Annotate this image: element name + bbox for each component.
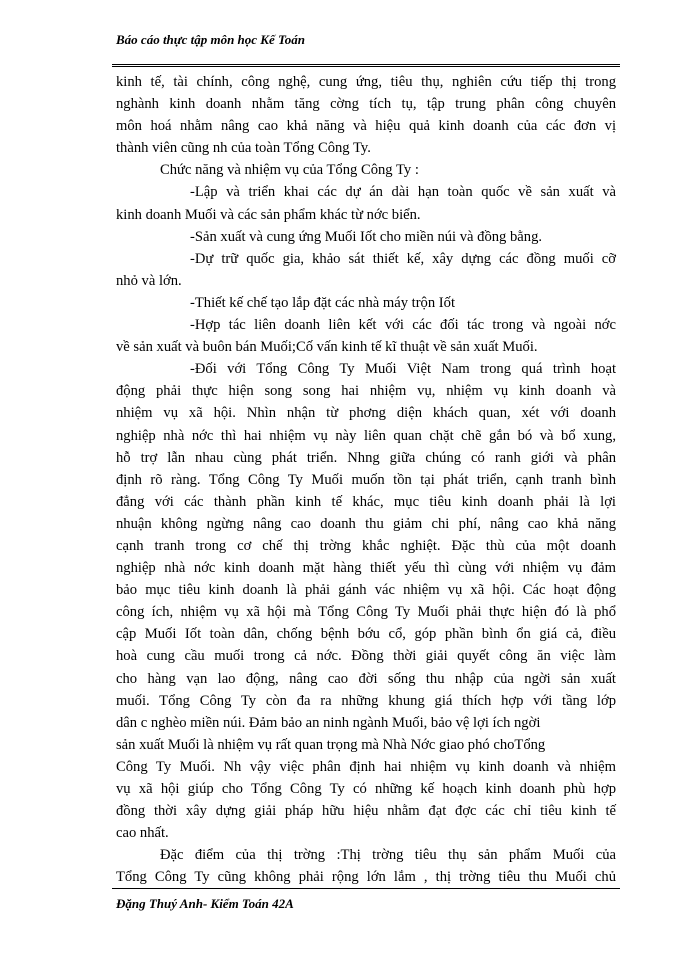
text-line: kinh doanh Muối và các sản phẩm khác từ nớc biển. bbox=[116, 206, 421, 223]
text-line: cạnh tranh trong cơ chế thị trờng khắc nghiệt. Đặc thù của một doanh bbox=[116, 537, 616, 554]
text-line: định rõ ràng. Tổng Công Ty Muối muốn tồn tại phát triển, cạnh tranh bình bbox=[116, 471, 616, 488]
text-line: vụ xã hội giúp cho Tổng Công Ty có những kế hoạch kinh doanh phù hợp bbox=[116, 781, 616, 797]
text-line: nghành kinh doanh nhằm tăng cờng tích tụ, tập trung phân công chuyên bbox=[116, 96, 616, 113]
text-line: Công Ty Muối. Nh vậy việc phân định hai nhiệm vụ kinh doanh và nhiệm bbox=[116, 758, 616, 775]
text-line: cập Muối Iốt toàn dân, chống bệnh bớu cổ, góp phần bình ổn giá cả, điều bbox=[116, 626, 616, 643]
text-line: thành viên cũng nh của toàn Tổng Công Ty. bbox=[116, 140, 371, 157]
text-line: -Thiết kế chế tạo lắp đặt các nhà máy trộn Iốt bbox=[190, 294, 456, 311]
text-line: về sản xuất và buôn bán Muối;Cố vấn kinh tế kĩ thuật về sản xuất Muối. bbox=[116, 339, 538, 356]
text-line: nhuận không ngừng nâng cao doanh thu giảm chi phí, nâng cao khả năng bbox=[116, 515, 616, 532]
text-line: cao nhất. bbox=[116, 825, 169, 842]
text-line: -Sản xuất và cung ứng Muối Iốt cho miền núi và đồng bằng. bbox=[190, 228, 543, 245]
text-line: môn hoá nhằm nâng cao khả năng và hiệu quả kinh doanh của các đơn vị bbox=[116, 118, 616, 135]
text-line: đẳng với các thành phần kinh tế khác, mục tiêu kinh doanh phải là lợi bbox=[116, 493, 616, 510]
footer-rule bbox=[112, 888, 620, 889]
text-line: Tổng Công Ty cũng không phải rộng lớn lắm , thị trờng tiêu thu Muối chủ bbox=[116, 869, 616, 886]
text-line: hỗ trợ lẫn nhau cùng phát triển. Nhng giữa chúng có ranh giới và phân bbox=[116, 449, 616, 466]
text-line: -Đối với Tổng Công Ty Muối Việt Nam trong quá trình hoạt bbox=[190, 361, 616, 378]
text-line: dân c nghèo miền núi. Đảm bảo an ninh ngành Muối, bảo vệ lợi ích ngời bbox=[116, 714, 541, 731]
text-line: nghiệp nhà nớc kinh doanh mặt hàng thiết yếu thì cùng với nhiệm vụ đảm bbox=[116, 560, 616, 577]
text-line: bảo mục tiêu kinh doanh là phải gánh vác nhiệm vụ xã hội. Các hoạt động bbox=[116, 582, 616, 599]
text-line: sản xuất Muối là nhiệm vụ rất quan trọng mà Nhà Nớc giao phó choTổng bbox=[116, 736, 546, 753]
text-line: -Dự trữ quốc gia, khảo sát thiết kế, xây dựng các đồng muối cỡ bbox=[190, 250, 616, 267]
document-body bbox=[116, 71, 616, 888]
text-line: hoà cung cầu muối trong cả nớc. Đồng thời giải quyết công ăn việc làm bbox=[116, 648, 616, 665]
text-line: -Hợp tác liên doanh liên kết với các đối tác trong và ngoài nớc bbox=[190, 317, 616, 334]
text-line: -Lập và triển khai các dự án dài hạn toàn quốc về sản xuất và bbox=[190, 184, 616, 201]
text-line: nhiệm vụ xã hội. Nhìn nhận từ phơng diện khách quan, xét với doanh bbox=[116, 405, 616, 422]
text-line: cho hàng vạn lao động, nâng cao đời sống thu nhập của ngời sản xuất bbox=[116, 670, 616, 687]
text-line: kinh tế, tài chính, công nghệ, cung ứng, tiêu thụ, nghiên cứu tiếp thị trong bbox=[116, 74, 616, 90]
text-line: nghiệp nhà nớc thì hai nhiệm vụ này liên quan chặt chẽ gắn bó và bổ xung, bbox=[116, 427, 616, 444]
page-header: Báo cáo thực tập môn học Kế Toán bbox=[116, 32, 305, 47]
text-line: động phải thực hiện song song hai nhiệm vụ, nhiệm vụ kinh doanh và bbox=[116, 383, 616, 400]
page-footer: Đặng Thuý Anh- Kiểm Toán 42A bbox=[116, 896, 294, 911]
text-line: nhỏ và lớn. bbox=[116, 272, 182, 289]
section-heading: Chức năng và nhiệm vụ của Tổng Công Ty : bbox=[160, 162, 419, 179]
text-line: đồng thời xây dựng giải pháp hữu hiệu nhằm đạt đợc các chỉ tiêu kinh tế bbox=[116, 803, 616, 820]
text-line: công ích, nhiệm vụ xã hội mà Tổng Công Ty Muối phải thực hiện đó là phổ bbox=[116, 604, 616, 621]
section-heading: Đặc điểm của thị trờng :Thị trờng tiêu thụ sản phẩm Muối của bbox=[160, 847, 616, 864]
header-rule bbox=[112, 64, 620, 67]
text-line: muối. Tổng Công Ty còn đa ra những khung giá thích hợp với tầng lớp bbox=[116, 692, 616, 709]
